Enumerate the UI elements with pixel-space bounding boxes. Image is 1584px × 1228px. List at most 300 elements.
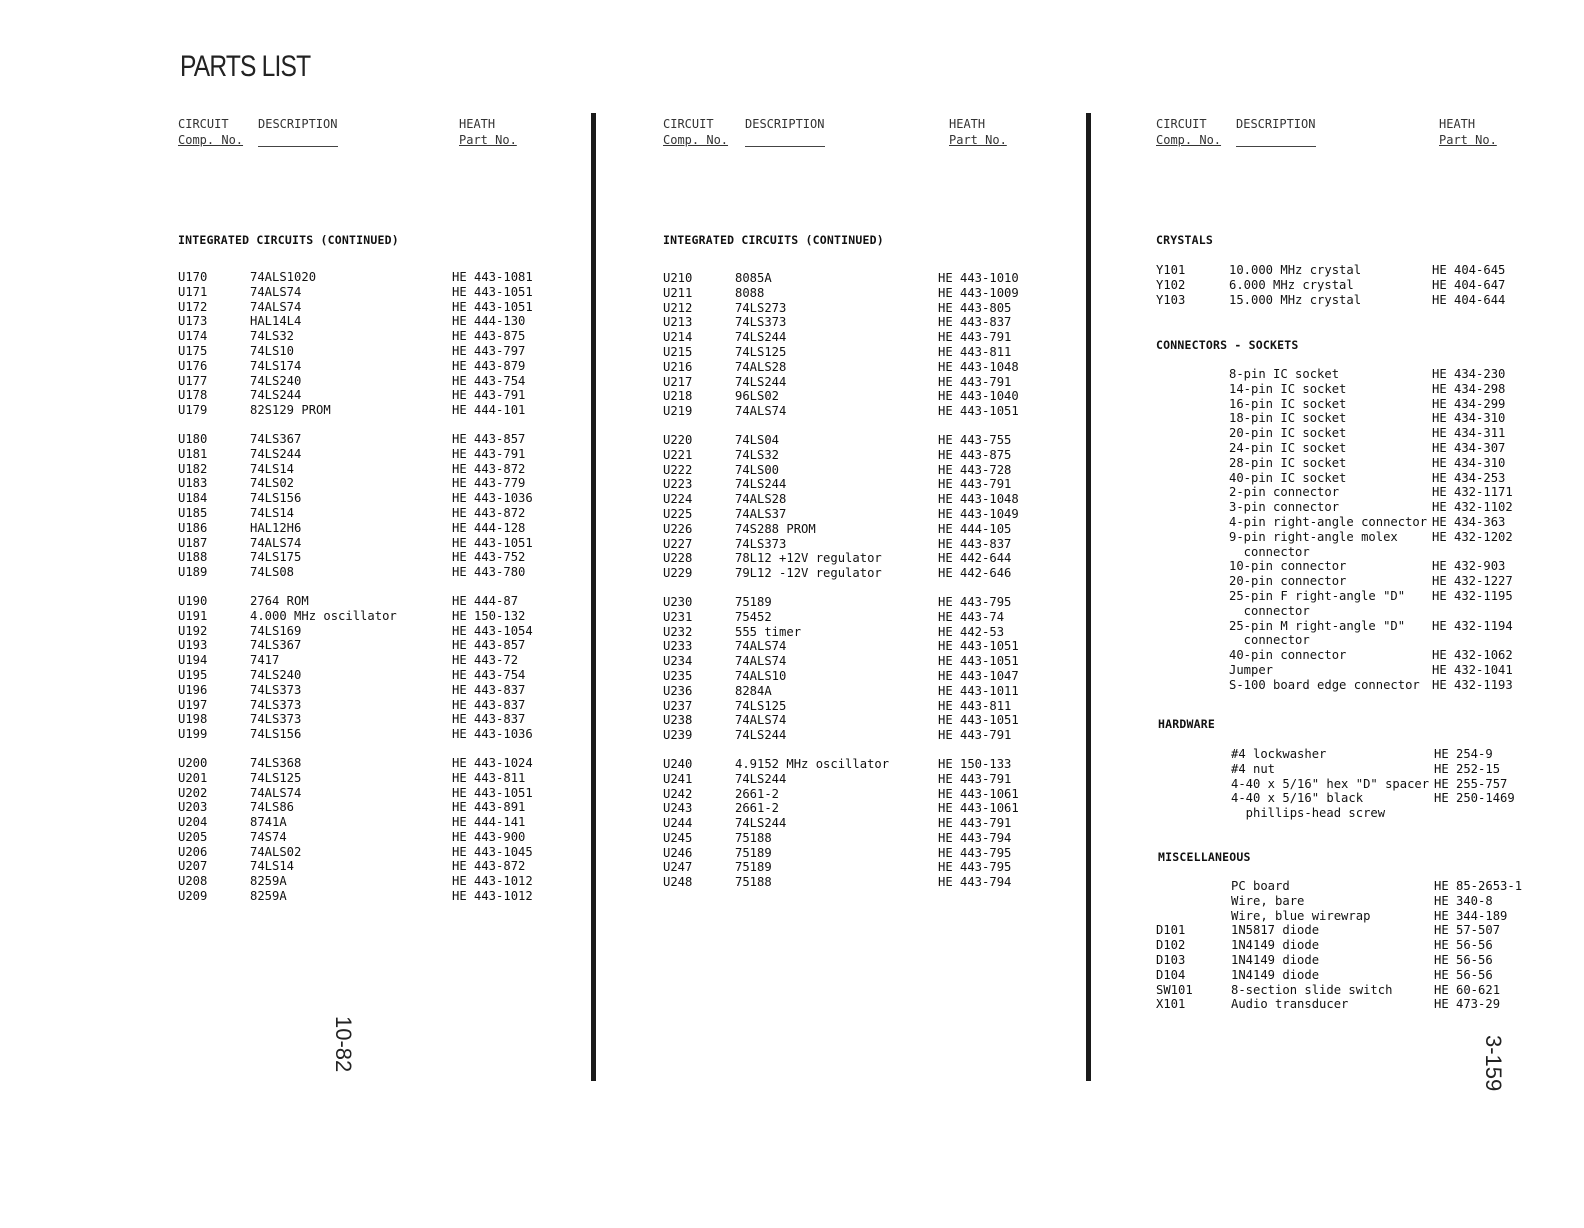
table-row xyxy=(1156,530,1576,545)
parts-table xyxy=(178,270,598,904)
heath-header: HEATH Part No. xyxy=(459,117,517,147)
circuit-number: U223 xyxy=(663,477,693,492)
description: 15.000 MHz crystal xyxy=(1229,292,1362,307)
description: 74LS244 xyxy=(735,728,787,743)
table-row xyxy=(663,433,1083,448)
part-number: HE 443-811 xyxy=(452,770,526,785)
group-spacer xyxy=(178,580,598,594)
circuit-number: D103 xyxy=(1156,952,1186,967)
table-row xyxy=(663,772,1083,787)
circuit-number: U246 xyxy=(663,845,693,860)
circuit-number: U219 xyxy=(663,404,693,419)
description: 2-pin connector xyxy=(1229,485,1340,500)
description: 74LS14 xyxy=(250,461,295,476)
circuit-number: U218 xyxy=(663,389,693,404)
table-row xyxy=(178,300,598,315)
table-row xyxy=(1156,485,1576,500)
description: connector xyxy=(1229,633,1310,648)
description: 74LS00 xyxy=(735,462,780,477)
page-number: 10-82 xyxy=(331,1016,356,1073)
description: phillips-head screw xyxy=(1231,806,1386,821)
description: 74LS240 xyxy=(250,373,302,388)
description: 74LS174 xyxy=(250,358,302,373)
circuit-number: U186 xyxy=(178,520,208,535)
page-number: 3-159 xyxy=(1481,1035,1506,1092)
description: 74LS04 xyxy=(735,432,780,447)
description: 7417 xyxy=(250,653,280,668)
circuit-number: U205 xyxy=(178,829,208,844)
part-number: HE 443-794 xyxy=(938,830,1012,845)
part-number: HE 443-891 xyxy=(452,800,526,815)
part-number: HE 57-507 xyxy=(1434,923,1501,938)
table-row xyxy=(1156,589,1576,604)
part-number: HE 443-72 xyxy=(452,653,519,668)
table-row xyxy=(1156,471,1576,486)
table-row xyxy=(1156,938,1576,953)
table-row xyxy=(663,566,1083,581)
table-row xyxy=(1156,678,1576,693)
group-spacer xyxy=(178,418,598,432)
description: 74LS244 xyxy=(735,477,787,492)
part-number: HE 443-857 xyxy=(452,431,526,446)
part-number: HE 443-728 xyxy=(938,462,1012,477)
part-number: HE 444-141 xyxy=(452,815,526,830)
circuit-number: U224 xyxy=(663,492,693,507)
part-number: HE 443-1051 xyxy=(452,284,533,299)
description: 74LS02 xyxy=(250,476,295,491)
description: 74LS367 xyxy=(250,431,302,446)
table-row xyxy=(1156,968,1576,983)
description: 74ALS74 xyxy=(250,535,302,550)
part-number: HE 434-311 xyxy=(1432,426,1506,441)
part-number: HE 443-1036 xyxy=(452,491,533,506)
part-number: HE 432-1102 xyxy=(1432,500,1513,515)
circuit-number: U236 xyxy=(663,683,693,698)
part-number: HE 434-299 xyxy=(1432,396,1506,411)
description: 8259A xyxy=(250,874,287,889)
table-row xyxy=(663,492,1083,507)
part-number: HE 443-1051 xyxy=(452,535,533,550)
table-row xyxy=(178,536,598,551)
table-row xyxy=(1156,278,1576,293)
circuit-number: U214 xyxy=(663,330,693,345)
table-row xyxy=(663,537,1083,552)
table-row xyxy=(178,874,598,889)
part-number: HE 443-791 xyxy=(938,816,1012,831)
circuit-number: U210 xyxy=(663,271,693,285)
description: 14-pin IC socket xyxy=(1229,381,1347,396)
description-underline xyxy=(745,146,825,147)
circuit-number: U241 xyxy=(663,771,693,786)
circuit-number: U191 xyxy=(178,608,208,623)
table-row xyxy=(1156,367,1576,382)
table-row xyxy=(663,684,1083,699)
description: #4 lockwasher xyxy=(1231,747,1327,761)
table-row xyxy=(1156,441,1576,456)
description: Wire, bare xyxy=(1231,893,1305,908)
table-row xyxy=(178,565,598,580)
table-row xyxy=(663,360,1083,375)
table-row xyxy=(1156,923,1576,938)
table-row xyxy=(1156,633,1576,648)
part-number: HE 434-253 xyxy=(1432,470,1506,485)
part-number: HE 56-56 xyxy=(1434,938,1493,953)
description: 8085A xyxy=(735,271,772,285)
description: 1N5817 diode xyxy=(1231,923,1320,938)
circuit-number: U228 xyxy=(663,551,693,566)
part-number: HE 443-1061 xyxy=(938,801,1019,816)
description: 75189 xyxy=(735,860,772,875)
circuit-number: U179 xyxy=(178,403,208,418)
page-title: PARTS LIST xyxy=(180,50,311,83)
table-row xyxy=(1156,559,1576,574)
circuit-number: U192 xyxy=(178,623,208,638)
table-row xyxy=(663,507,1083,522)
description-underline xyxy=(1236,146,1316,147)
description: 74LS125 xyxy=(250,770,302,785)
description: Jumper xyxy=(1229,662,1274,677)
table-row xyxy=(1156,426,1576,441)
description: 75188 xyxy=(735,830,772,845)
table-row xyxy=(663,831,1083,846)
part-number: HE 443-794 xyxy=(938,875,1012,890)
table-row xyxy=(663,860,1083,875)
part-number: HE 432-1171 xyxy=(1432,485,1513,500)
part-number: HE 404-644 xyxy=(1432,292,1506,307)
table-row xyxy=(1156,747,1576,762)
description: 74LS373 xyxy=(735,315,787,330)
part-number: HE 443-1051 xyxy=(938,639,1019,654)
circuit-number: U239 xyxy=(663,728,693,743)
table-row xyxy=(1156,397,1576,412)
part-number: HE 443-879 xyxy=(452,358,526,373)
table-row xyxy=(663,669,1083,684)
description: 74LS368 xyxy=(250,755,302,770)
description: 9-pin right-angle molex xyxy=(1229,529,1398,544)
table-row xyxy=(1156,648,1576,663)
part-number: HE 443-875 xyxy=(938,447,1012,462)
part-number: HE 443-837 xyxy=(938,536,1012,551)
circuit-number: U225 xyxy=(663,506,693,521)
part-number: HE 443-875 xyxy=(452,329,526,344)
part-number: HE 443-1051 xyxy=(452,785,533,800)
table-row xyxy=(1156,604,1576,619)
part-number: HE 150-133 xyxy=(938,756,1012,771)
description: 74LS08 xyxy=(250,565,295,580)
circuit-number: U237 xyxy=(663,698,693,713)
table-row xyxy=(663,625,1083,640)
description: 96LS02 xyxy=(735,389,780,404)
circuit-number: U238 xyxy=(663,713,693,728)
circuit-number: U207 xyxy=(178,859,208,874)
description: 74ALS74 xyxy=(735,654,787,669)
description: 78L12 +12V regulator xyxy=(735,551,882,566)
description-header: DESCRIPTION xyxy=(745,117,825,131)
table-row xyxy=(1156,806,1576,821)
part-number: HE 443-837 xyxy=(452,697,526,712)
part-number: HE 442-646 xyxy=(938,566,1012,581)
description: 74ALS28 xyxy=(735,492,787,507)
description: 2661-2 xyxy=(735,786,780,801)
circuit-number: U215 xyxy=(663,344,693,359)
table-row xyxy=(663,846,1083,861)
circuit-number: U175 xyxy=(178,343,208,358)
table-row xyxy=(178,800,598,815)
circuit-number: U209 xyxy=(178,889,208,904)
circuit-number: U182 xyxy=(178,461,208,476)
table-row xyxy=(663,728,1083,743)
description: 74ALS74 xyxy=(735,404,787,419)
description-underline xyxy=(258,146,338,147)
description: 74LS14 xyxy=(250,505,295,520)
circuit-number: U245 xyxy=(663,830,693,845)
description: 4-40 x 5/16" black xyxy=(1231,791,1364,806)
part-number: HE 254-9 xyxy=(1434,747,1493,761)
description: 24-pin IC socket xyxy=(1229,440,1347,455)
column-2 xyxy=(663,0,1083,1228)
part-number: HE 56-56 xyxy=(1434,967,1493,982)
circuit-number: U221 xyxy=(663,447,693,462)
description: 1N4149 diode xyxy=(1231,938,1320,953)
description: 74LS373 xyxy=(250,697,302,712)
description: 74LS244 xyxy=(735,374,787,389)
part-number: HE 444-130 xyxy=(452,314,526,329)
description: 74ALS74 xyxy=(735,713,787,728)
table-row xyxy=(178,550,598,565)
table-row xyxy=(663,522,1083,537)
description: 40-pin connector xyxy=(1229,648,1347,663)
part-number: HE 444-87 xyxy=(452,593,519,608)
description: 74ALS74 xyxy=(250,284,302,299)
table-row xyxy=(1156,879,1576,894)
description: 74LS244 xyxy=(735,771,787,786)
description: 8-section slide switch xyxy=(1231,982,1393,997)
circuit-number: U176 xyxy=(178,358,208,373)
table-row xyxy=(663,477,1083,492)
part-number: HE 442-644 xyxy=(938,551,1012,566)
circuit-number: D104 xyxy=(1156,967,1186,982)
table-row xyxy=(178,270,598,285)
table-row xyxy=(663,654,1083,669)
description: 74LS32 xyxy=(735,447,780,462)
table-row xyxy=(178,727,598,742)
description: 74LS169 xyxy=(250,623,302,638)
part-number: HE 443-780 xyxy=(452,565,526,580)
part-number: HE 443-1051 xyxy=(452,299,533,314)
part-number: HE 443-837 xyxy=(452,712,526,727)
table-row xyxy=(178,609,598,624)
circuit-number: U201 xyxy=(178,770,208,785)
table-row xyxy=(663,271,1083,286)
part-number: HE 443-872 xyxy=(452,505,526,520)
table-row xyxy=(663,801,1083,816)
table-row xyxy=(178,698,598,713)
part-number: HE 443-795 xyxy=(938,845,1012,860)
description: 74LS244 xyxy=(735,816,787,831)
description: 4-pin right-angle connector xyxy=(1229,514,1428,529)
description: 6.000 MHz crystal xyxy=(1229,277,1354,292)
misc-table xyxy=(1156,879,1576,1012)
circuit-number: X101 xyxy=(1156,997,1186,1012)
description: 74LS10 xyxy=(250,343,295,358)
column-divider xyxy=(591,113,596,1081)
table-row xyxy=(663,639,1083,654)
part-number: HE 443-1045 xyxy=(452,844,533,859)
table-row xyxy=(178,359,598,374)
circuit-number: U216 xyxy=(663,359,693,374)
part-number: HE 443-791 xyxy=(452,388,526,403)
table-row xyxy=(178,859,598,874)
circuit-number: U170 xyxy=(178,270,208,284)
part-number: HE 432-1227 xyxy=(1432,574,1513,589)
table-row xyxy=(178,668,598,683)
column-1 xyxy=(178,0,598,1228)
circuit-number: U202 xyxy=(178,785,208,800)
description: 3-pin connector xyxy=(1229,500,1340,515)
description-header: DESCRIPTION xyxy=(258,117,338,131)
circuit-number: U213 xyxy=(663,315,693,330)
group-spacer xyxy=(178,742,598,756)
table-row xyxy=(663,875,1083,890)
circuit-number: D101 xyxy=(1156,923,1186,938)
table-row xyxy=(178,594,598,609)
description: 75452 xyxy=(735,609,772,624)
group-spacer xyxy=(663,743,1083,757)
circuit-number: SW101 xyxy=(1156,982,1193,997)
table-row xyxy=(1156,894,1576,909)
table-row xyxy=(663,330,1083,345)
part-number: HE 443-791 xyxy=(452,446,526,461)
table-row xyxy=(178,624,598,639)
description: 74LS373 xyxy=(735,536,787,551)
description: connector xyxy=(1229,603,1310,618)
circuit-number: U229 xyxy=(663,566,693,581)
part-number: HE 443-791 xyxy=(938,330,1012,345)
description: 25-pin F right-angle "D" xyxy=(1229,588,1406,603)
part-number: HE 432-1194 xyxy=(1432,618,1513,633)
table-row xyxy=(663,757,1083,772)
part-number: HE 473-29 xyxy=(1434,997,1501,1012)
circuit-number: U232 xyxy=(663,624,693,639)
part-number: HE 443-1036 xyxy=(452,727,533,742)
part-number: HE 444-101 xyxy=(452,403,526,418)
description: 75188 xyxy=(735,875,772,890)
table-row xyxy=(663,787,1083,802)
description: 74ALS74 xyxy=(250,299,302,314)
circuit-number: U233 xyxy=(663,639,693,654)
table-row xyxy=(178,683,598,698)
table-row xyxy=(663,610,1083,625)
circuit-number: U235 xyxy=(663,668,693,683)
column-3 xyxy=(1156,0,1576,1228)
description: 74S74 xyxy=(250,829,287,844)
table-row xyxy=(663,713,1083,728)
table-row xyxy=(663,551,1083,566)
circuit-number: U234 xyxy=(663,654,693,669)
circuit-number: D102 xyxy=(1156,938,1186,953)
table-row xyxy=(178,712,598,727)
part-number: HE 85-2653-1 xyxy=(1434,879,1523,893)
circuit-number: U195 xyxy=(178,667,208,682)
description: 28-pin IC socket xyxy=(1229,455,1347,470)
circuit-number: U242 xyxy=(663,786,693,801)
part-number: HE 252-15 xyxy=(1434,761,1501,776)
part-number: HE 443-779 xyxy=(452,476,526,491)
part-number: HE 444-128 xyxy=(452,520,526,535)
section-title: INTEGRATED CIRCUITS (CONTINUED) xyxy=(663,233,884,247)
description: 74LS244 xyxy=(250,446,302,461)
table-row xyxy=(1156,500,1576,515)
part-number: HE 443-872 xyxy=(452,461,526,476)
description: 8741A xyxy=(250,815,287,830)
description: 74LS175 xyxy=(250,550,302,565)
part-number: HE 443-1049 xyxy=(938,506,1019,521)
circuit-number: U240 xyxy=(663,756,693,771)
description: 79L12 -12V regulator xyxy=(735,566,882,581)
circuit-number: U190 xyxy=(178,593,208,608)
part-number: HE 443-1054 xyxy=(452,623,533,638)
parts-table xyxy=(663,271,1083,890)
part-number: HE 443-1051 xyxy=(938,713,1019,728)
description: 74LS86 xyxy=(250,800,295,815)
table-row xyxy=(1156,663,1576,678)
description: 74LS273 xyxy=(735,300,787,315)
part-number: HE 443-1061 xyxy=(938,786,1019,801)
section-title: INTEGRATED CIRCUITS (CONTINUED) xyxy=(178,233,399,247)
description: 74LS244 xyxy=(735,330,787,345)
description: S-100 board edge connector xyxy=(1229,677,1420,692)
table-row xyxy=(178,314,598,329)
table-row xyxy=(178,845,598,860)
table-row xyxy=(178,447,598,462)
table-row xyxy=(663,345,1083,360)
circuit-number: U212 xyxy=(663,300,693,315)
part-number: HE 434-307 xyxy=(1432,440,1506,455)
part-number: HE 443-857 xyxy=(452,638,526,653)
circuit-number: U200 xyxy=(178,755,208,770)
table-row xyxy=(663,286,1083,301)
description: HAL14L4 xyxy=(250,314,302,329)
table-row xyxy=(1156,619,1576,634)
part-number: HE 443-754 xyxy=(452,373,526,388)
circuit-number: U171 xyxy=(178,284,208,299)
part-number: HE 250-1469 xyxy=(1434,791,1515,806)
part-number: HE 443-1010 xyxy=(938,271,1019,285)
circuit-number: U178 xyxy=(178,388,208,403)
description: #4 nut xyxy=(1231,761,1276,776)
circuit-number: U243 xyxy=(663,801,693,816)
table-row xyxy=(178,506,598,521)
table-row xyxy=(1156,382,1576,397)
table-row xyxy=(663,315,1083,330)
table-row xyxy=(1156,791,1576,806)
part-number: HE 443-1009 xyxy=(938,285,1019,300)
description: 74ALS37 xyxy=(735,506,787,521)
circuit-number: U208 xyxy=(178,874,208,889)
hardware-title: HARDWARE xyxy=(1158,717,1215,731)
circuit-number: Y103 xyxy=(1156,292,1186,307)
part-number: HE 443-811 xyxy=(938,698,1012,713)
part-number: HE 443-797 xyxy=(452,343,526,358)
circuit-number: U217 xyxy=(663,374,693,389)
description-header: DESCRIPTION xyxy=(1236,117,1316,131)
part-number: HE 443-791 xyxy=(938,771,1012,786)
circuit-number: U203 xyxy=(178,800,208,815)
circuit-number: U198 xyxy=(178,712,208,727)
table-row xyxy=(663,389,1083,404)
part-number: HE 56-56 xyxy=(1434,952,1493,967)
description: 74ALS74 xyxy=(735,639,787,654)
